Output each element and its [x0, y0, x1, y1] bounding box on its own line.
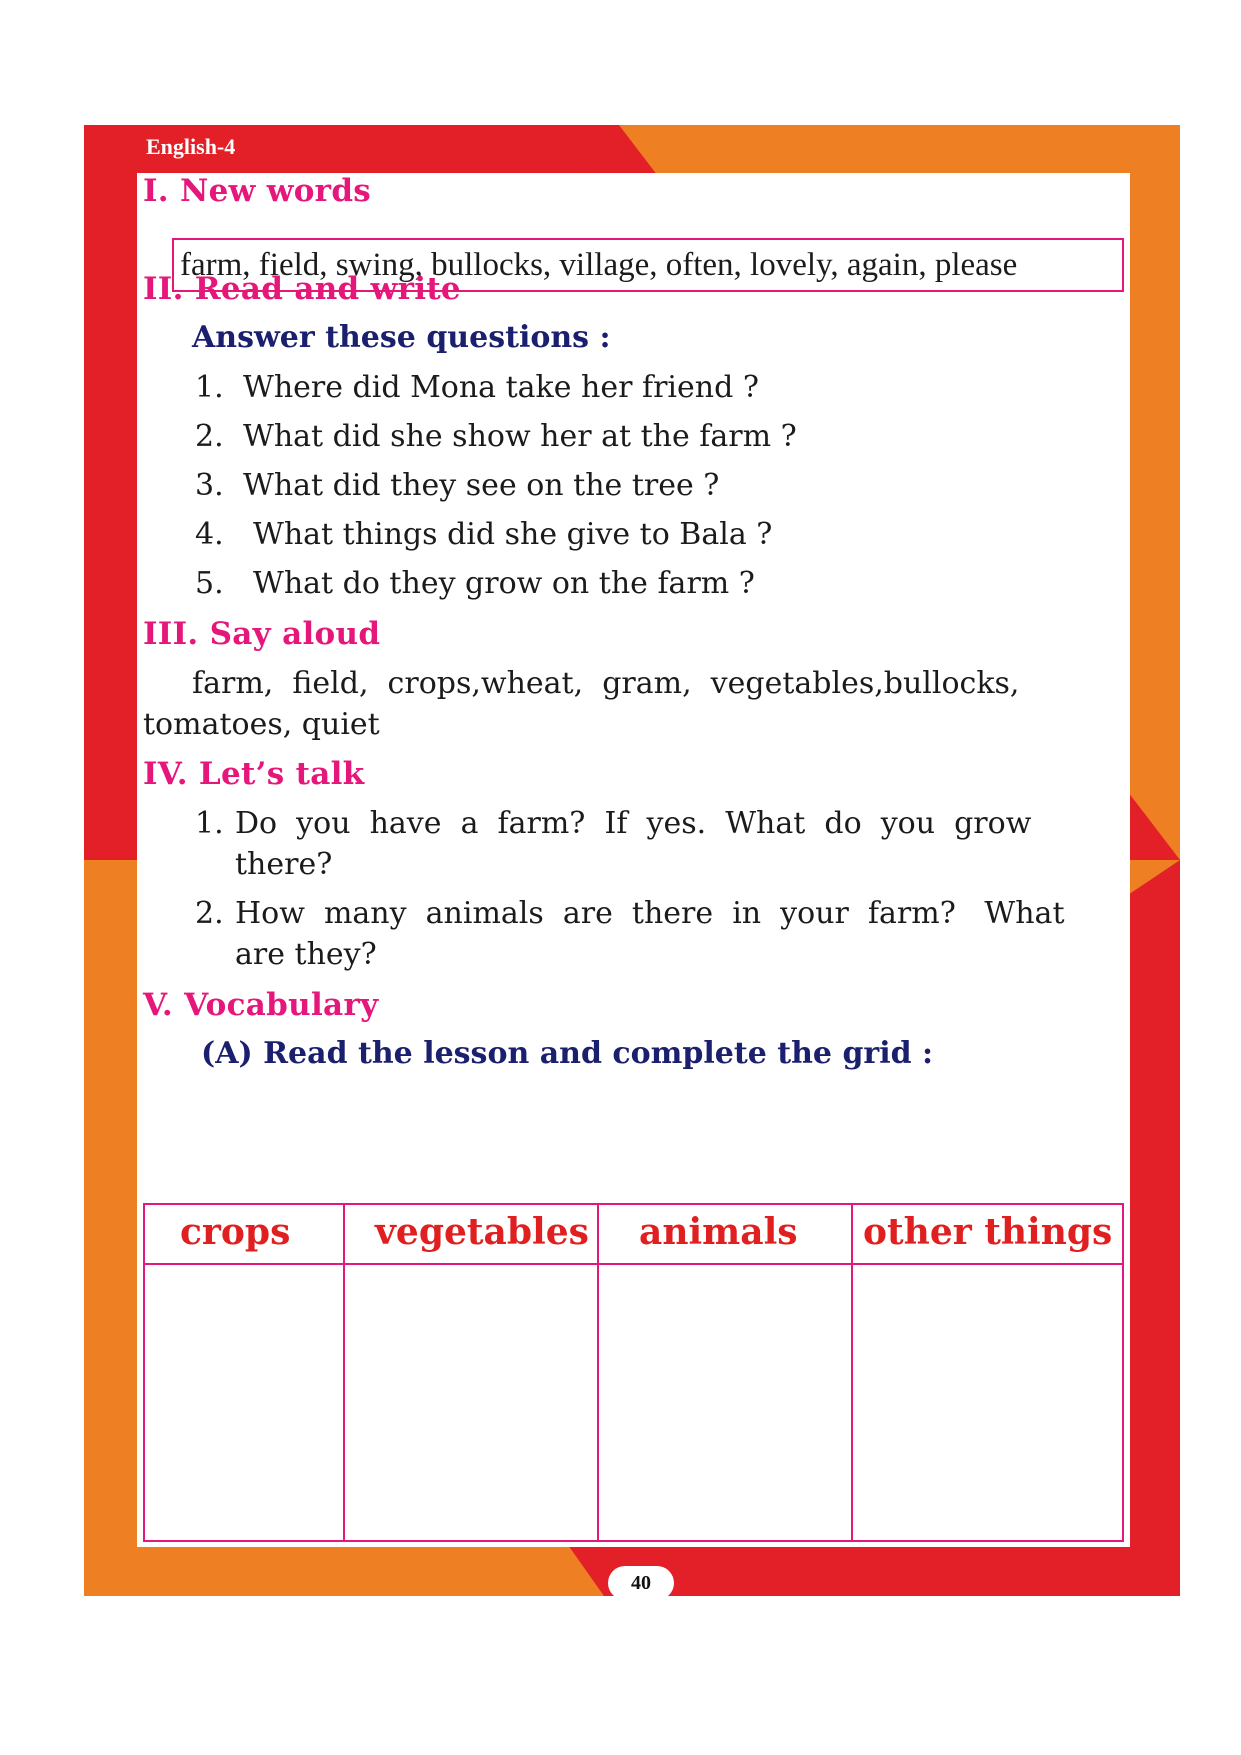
say-aloud-words-line-2: tomatoes, quiet: [143, 707, 380, 742]
talk-item: 2. How many animals are there in your farm? What: [195, 896, 1065, 931]
grid-column-divider: [597, 1205, 599, 1540]
grid-header-animals: animals: [639, 1211, 798, 1253]
talk-item-continuation: are they?: [235, 937, 377, 972]
answer-questions-subtitle: Answer these questions :: [192, 320, 611, 355]
section-title-lets-talk: IV. Let’s talk: [143, 756, 365, 792]
page-number: 40: [608, 1566, 674, 1600]
question-item: 1. Where did Mona take her friend ?: [195, 370, 759, 405]
question-item: 4. What things did she give to Bala ?: [195, 517, 773, 552]
book-label: English-4: [146, 134, 236, 159]
grid-column-divider: [851, 1205, 853, 1540]
vocabulary-grid: [143, 1203, 1124, 1542]
talk-item-continuation: there?: [235, 847, 333, 882]
question-item: 5. What do they grow on the farm ?: [195, 566, 755, 601]
section-title-read-write: II. Read and write: [143, 271, 461, 307]
grid-header-crops: crops: [180, 1211, 291, 1253]
grid-header-other-things: other things: [863, 1211, 1113, 1253]
new-words-list: farm, field, swing, bullocks, village, often, lovely, again, please: [180, 247, 1018, 283]
vocabulary-subtitle: (A) Read the lesson and complete the grid :: [201, 1036, 934, 1071]
section-title-vocabulary: V. Vocabulary: [143, 987, 379, 1023]
question-item: 3. What did they see on the tree ?: [195, 468, 720, 503]
talk-item: 1. Do you have a farm? If yes. What do you grow: [195, 806, 1032, 841]
page-content: [137, 173, 1130, 1547]
grid-column-divider: [343, 1205, 345, 1540]
say-aloud-words-line-1: farm, field, crops,wheat, gram, vegetables,bullocks,: [192, 666, 1020, 701]
question-item: 2. What did she show her at the farm ?: [195, 419, 797, 454]
section-title-new-words: I. New words: [143, 173, 372, 209]
section-title-say-aloud: III. Say aloud: [143, 616, 381, 652]
grid-header-vegetables: vegetables: [375, 1211, 589, 1253]
